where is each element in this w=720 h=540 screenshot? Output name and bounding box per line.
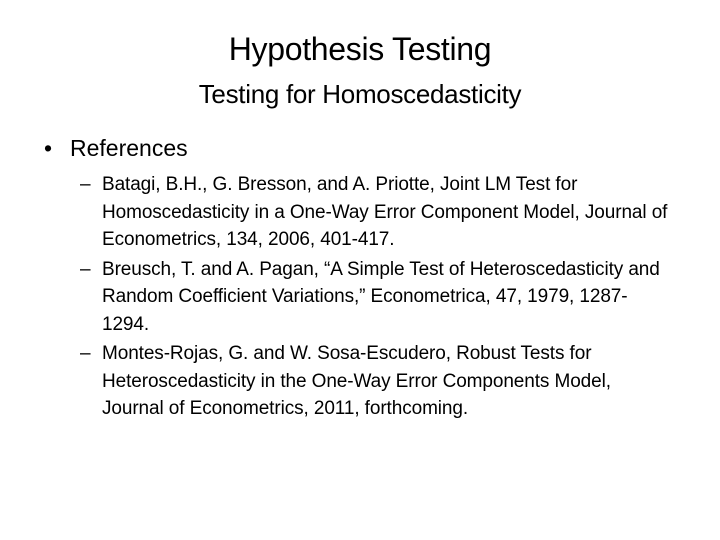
reference-text: Montes-Rojas, G. and W. Sosa-Escudero, Robust Tests for Heteroscedasticity in the One-Way Error Components Model, Journal of Econometrics, 2011, forthcoming. [102,343,611,419]
reference-text: Breusch, T. and A. Pagan, “A Simple Test of Heteroscedasticity and Random Coefficient Variations,” Econometrica, 47, 1979, 1287-1294. [102,258,660,335]
reference-item [80,171,670,254]
references-heading: References [70,135,188,161]
references-list [80,171,670,425]
reference-item [80,256,670,339]
dash-marker: – [80,258,91,280]
reference-item [80,340,670,423]
dash-marker: – [80,343,91,364]
reference-text: Batagi, B.H., G. Bresson, and A. Priotte, Joint LM Test for Homoscedasticity in a One-Way Error Component Model, Journal of Econometrics, 134, 2006, 401-417. [102,174,668,250]
references-bullet [44,133,188,163]
bullet-marker: • [44,135,53,161]
slide-subtitle: Testing for Homoscedasticity [198,79,522,109]
dash-marker: – [80,174,91,195]
slide-title: Hypothesis Testing [228,31,492,67]
